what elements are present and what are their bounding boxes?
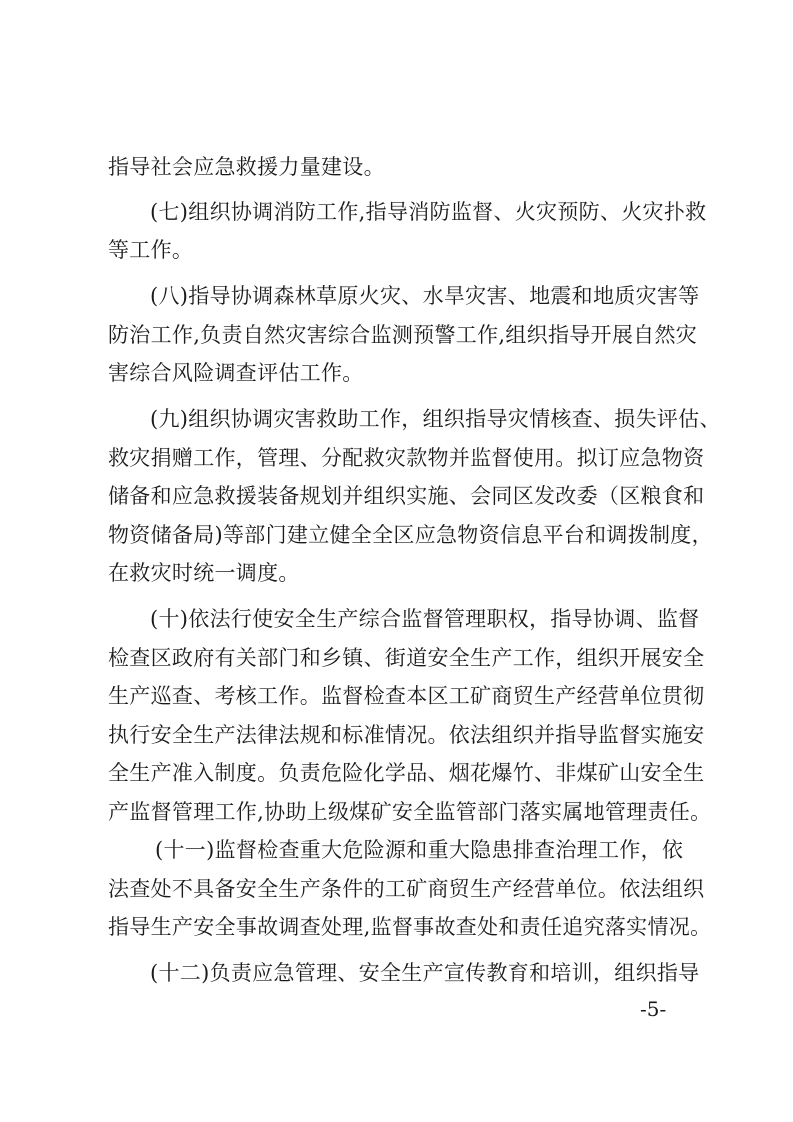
paragraph-heading-9: (九)组织协调灾害救助工作，组织指导灾情核查、损失评估、: [150, 407, 721, 431]
paragraph-heading-10: (十)依法行使安全生产综合监督管理职权，指导协调、监督: [150, 607, 700, 631]
text-line: 储备和应急救援装备规划并组织实施、会同区发改委（区粮食和: [108, 484, 705, 508]
paragraph-heading-12: (十二)负责应急管理、安全生产宣传教育和培训，组织指导: [150, 961, 700, 985]
text-line: 救灾捐赠工作，管理、分配救灾款物并监督使用。拟订应急物资: [108, 446, 705, 470]
text-line: 检查区政府有关部门和乡镇、街道安全生产工作，组织开展安全: [108, 646, 705, 670]
paragraph-heading-7: (七)组织协调消防工作,指导消防监督、火灾预防、火灾扑救: [150, 200, 707, 224]
text-line: 等工作。: [108, 238, 194, 262]
text-line: 产监督管理工作,协助上级煤矿安全监管部门落实属地管理责任。: [108, 800, 712, 824]
text-line: 全生产准入制度。负责危险化学品、烟花爆竹、非煤矿山安全生: [108, 761, 705, 785]
text-line: 物资储备局)等部门建立健全全区应急物资信息平台和调拨制度，: [108, 523, 713, 547]
paragraph-heading-8: (八)指导协调森林草原火灾、水旱灾害、地震和地质灾害等: [150, 284, 700, 308]
text-line: 执行安全生产法律法规和标准情况。依法组织并指导监督实施安: [108, 723, 705, 747]
text-line: 指导社会应急救援力量建设。: [108, 155, 385, 179]
page-number: -5-: [640, 997, 667, 1021]
text-line: 防治工作,负责自然灾害综合监测预警工作,组织指导开展自然灾: [108, 323, 698, 347]
text-line: 法查处不具备安全生产条件的工矿商贸生产经营单位。依法组织: [108, 877, 705, 901]
text-line: 指导生产安全事故调查处理,监督事故查处和责任追究落实情况。: [108, 915, 712, 939]
paragraph-heading-11: (十一)监督检查重大危险源和重大隐患排查治理工作，依: [155, 838, 684, 862]
text-line: 在救灾时统一调度。: [108, 561, 300, 585]
text-line: 生产巡查、考核工作。监督检查本区工矿商贸生产经营单位贯彻: [108, 684, 705, 708]
text-line: 害综合风险调查评估工作。: [108, 361, 364, 385]
